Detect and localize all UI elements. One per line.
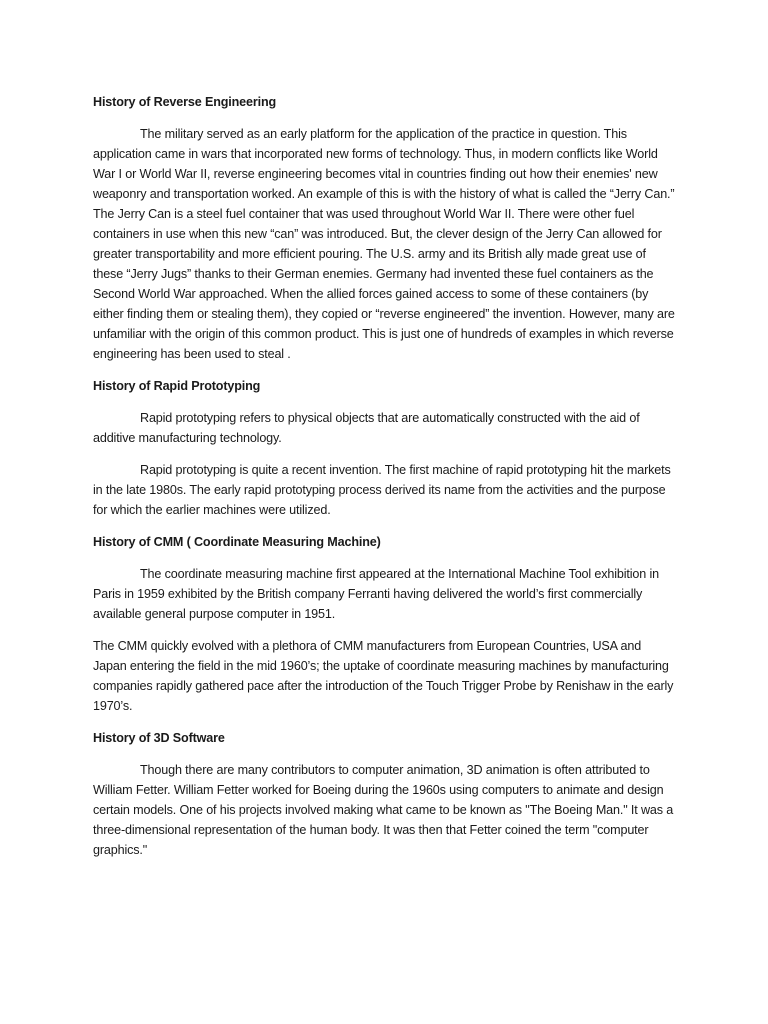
paragraph: Rapid prototyping refers to physical objects that are automatically constructed with the aid of additive manufacturing technology. xyxy=(93,411,640,445)
section-rapid-prototyping xyxy=(93,376,677,520)
section-3d-software xyxy=(93,728,677,860)
section-cmm xyxy=(93,532,677,716)
paragraph: The military served as an early platform for the application of the practice in question. This application came in wars that incorporated new forms of technology. Thus, in modern conflicts like World War I or World War II, reverse engineering becomes vital in countries finding out how their enemies' new weaponry and transportation worked. An example of this is with the history of what is called the “Jerry Can.” The Jerry Can is a steel fuel container that was used throughout World War II. There were other fuel containers in use when this new “can” was introduced. But, the clever design of the Jerry Can allowed for greater transportability and more efficient pouring. The U.S. army and its British ally made great use of these “Jerry Jugs” thanks to their German enemies. Germany had invented these fuel containers as the Second World War approached. When the allied forces gained access to some of these containers (by either finding them or stealing them), they copied or “reverse engineered” the invention. However, many are unfamiliar with the origin of this common product. This is just one of hundreds of examples in which reverse engineering has been used to steal . xyxy=(93,127,675,361)
section-heading: History of 3D Software xyxy=(93,731,225,745)
paragraph: Though there are many contributors to computer animation, 3D animation is often attributed to William Fetter. William Fetter worked for Boeing during the 1960s using computers to animate and design certain models. One of his projects involved making what came to be known as "The Boeing Man." It was a three-dimensional representation of the human body. It was then that Fetter coined the term "computer graphics." xyxy=(93,763,674,857)
section-heading: History of Rapid Prototyping xyxy=(93,379,261,393)
paragraph: The coordinate measuring machine first appeared at the International Machine Tool exhibition in Paris in 1959 exhibited by the British company Ferranti having delivered the world’s first commercially available general purpose computer in 1951. xyxy=(93,567,659,621)
paragraph: The CMM quickly evolved with a plethora of CMM manufacturers from European Countries, USA and Japan entering the field in the mid 1960’s; the uptake of coordinate measuring machines by manufacturing companies rapidly gathered pace after the introduction of the Touch Trigger Probe by Renishaw in the early 1970’s. xyxy=(93,639,674,713)
section-heading: History of Reverse Engineering xyxy=(93,95,277,109)
paragraph: Rapid prototyping is quite a recent invention. The first machine of rapid prototyping hit the markets in the late 1980s. The early rapid prototyping process derived its name from the activities and the purpose for which the earlier machines were utilized. xyxy=(93,463,671,517)
section-heading: History of CMM ( Coordinate Measuring Machine) xyxy=(93,535,381,549)
document-page xyxy=(93,92,677,872)
section-reverse-engineering xyxy=(93,92,677,364)
